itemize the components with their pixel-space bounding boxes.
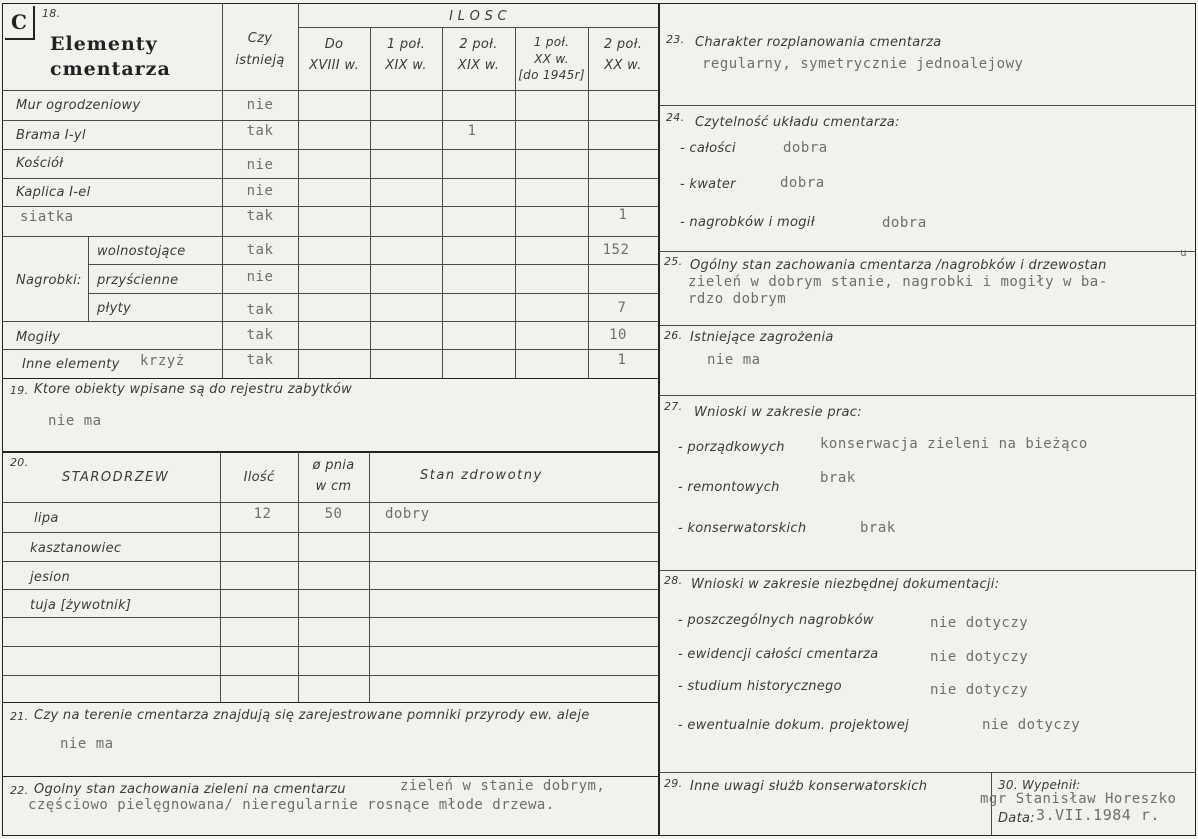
row-label-wall: Mur ogrodzeniowy	[16, 98, 141, 113]
documentation-value: nie dotyczy	[930, 649, 1029, 665]
section-27-question: Wnioski w zakresie prac:	[694, 405, 862, 420]
row-label-wall-mounted: przyścienne	[97, 273, 179, 288]
row-freestanding-count-20c2: 152	[602, 242, 630, 258]
tree-name: kasztanowiec	[30, 541, 122, 556]
row-other-count-20c2: 1	[617, 352, 627, 368]
section-22-answer-line1: zieleń w stanie dobrym,	[400, 778, 606, 794]
row-label-fence-mesh: siatka	[20, 209, 74, 225]
period-header-4-line1: 1 poł.	[533, 35, 570, 49]
row-label-gate: Brama I-yl	[16, 128, 86, 143]
filled-by-name: mgr Stanisław Horeszko	[980, 791, 1177, 807]
row-other-type: krzyż	[140, 353, 185, 369]
section-27-number: 27.	[664, 400, 683, 413]
documentation-label: - poszczególnych nagrobków	[678, 613, 874, 628]
row-exists-wall-mounted: nie	[246, 269, 274, 285]
section-22-answer-line2: częściowo pielęgnowana/ nieregularnie rosnące młode drzewa.	[28, 797, 555, 813]
documentation-value: nie dotyczy	[982, 717, 1081, 733]
exists-header-line1: Czy	[247, 31, 273, 46]
section-19-question: Ktore obiekty wpisane są do rejestru zabytków	[34, 382, 353, 397]
section-28-number: 28.	[664, 574, 683, 587]
section-25-answer-line1: zieleń w dobrym stanie, nagrobki i mogiły w ba-	[688, 274, 1108, 290]
row-graves-count-20c2: 10	[609, 327, 627, 343]
row-label-chapel: Kaplica I-el	[16, 185, 91, 200]
quantity-header: I L O S C	[449, 9, 507, 24]
section-25-correction-mark: u	[1180, 246, 1188, 259]
row-slabs-count-20c2: 7	[617, 300, 627, 316]
work-conclusion-value: brak	[860, 520, 896, 536]
work-conclusion-label: - remontowych	[678, 480, 780, 495]
section-21-number: 21.	[10, 710, 29, 723]
row-label-graves: Mogiły	[16, 330, 61, 345]
documentation-label: - ewidencji całości cmentarza	[678, 647, 879, 662]
section-18-title-line2: cmentarza	[50, 58, 171, 80]
section-24-question: Czytelność układu cmentarza:	[695, 115, 900, 130]
section-29-question: Inne uwagi służb konserwatorskich	[690, 779, 928, 794]
row-gate-count-19c2: 1	[467, 123, 477, 139]
row-label-church: Kościół	[16, 156, 64, 171]
period-header-4-line3: [do 1945r]	[518, 68, 585, 82]
section-25-number: 25.	[664, 255, 683, 268]
section-26-number: 26.	[664, 329, 683, 342]
section-20-number: 20.	[10, 456, 29, 469]
section-25-answer-line2: rdzo dobrym	[688, 291, 787, 307]
tree-name: jesion	[30, 570, 70, 585]
row-exists-gate: tak	[246, 123, 274, 139]
trees-header-name: STARODRZEW	[62, 470, 170, 485]
legibility-value: dobra	[783, 140, 828, 156]
legibility-label: - kwater	[680, 177, 736, 192]
trees-header-health: Stan zdrowotny	[420, 468, 543, 483]
section-25-question: Ogólny stan zachowania cmentarza /nagrobków i drzewostan	[690, 258, 1107, 273]
row-label-other: Inne elementy	[22, 357, 120, 372]
exists-header-line2: istnieją	[235, 53, 285, 68]
filled-by-label: Wypełnił:	[1022, 778, 1081, 792]
row-fence-mesh-count-20c2: 1	[618, 207, 628, 223]
section-22-number: 22.	[10, 784, 29, 797]
row-label-gravestones: Nagrobki:	[16, 273, 82, 288]
row-exists-graves: tak	[246, 327, 274, 343]
row-exists-fence-mesh: tak	[246, 208, 274, 224]
section-28-question: Wnioski w zakresie niezbędnej dokumentacji:	[691, 577, 1000, 592]
section-23-answer: regularny, symetrycznie jednoalejowy	[702, 56, 1024, 72]
legibility-value: dobra	[780, 175, 825, 191]
section-29-number: 29.	[664, 777, 683, 790]
period-header-2-line1: 1 poł.	[386, 37, 426, 52]
row-label-freestanding: wolnostojące	[97, 244, 186, 259]
legibility-value: dobra	[882, 215, 927, 231]
period-header-2-line2: XIX w.	[385, 58, 427, 73]
period-header-1-line1: Do	[324, 37, 344, 52]
section-19-answer: nie ma	[48, 413, 102, 429]
tree-count: 12	[253, 506, 272, 522]
row-exists-chapel: nie	[246, 183, 274, 199]
tree-health: dobry	[385, 506, 430, 522]
section-18-number: 18.	[42, 7, 61, 20]
period-header-5-line1: 2 poł.	[603, 37, 643, 52]
work-conclusion-value: brak	[820, 470, 856, 486]
section-30-number: 30.	[998, 778, 1018, 792]
period-header-4-line2: XX w.	[534, 52, 569, 66]
documentation-value: nie dotyczy	[930, 682, 1029, 698]
period-header-3-line1: 2 poł.	[459, 37, 498, 52]
section-26-question: Istniejące zagrożenia	[690, 330, 834, 345]
documentation-label: - ewentualnie dokum. projektowej	[678, 718, 910, 733]
section-21-question: Czy na terenie cmentarza znajdują się zarejestrowane pomniki przyrody ew. aleje	[34, 708, 590, 723]
row-exists-wall: nie	[246, 97, 274, 113]
section-23-number: 23.	[666, 33, 685, 46]
trees-header-trunk-line2: w cm	[315, 479, 352, 494]
period-header-3-line2: XIX w.	[457, 58, 500, 73]
tree-name: lipa	[34, 511, 59, 526]
section-24-number: 24.	[666, 111, 685, 124]
work-conclusion-label: - porządkowych	[678, 440, 785, 455]
row-exists-slabs: tak	[246, 302, 274, 318]
section-26-answer: nie ma	[707, 352, 761, 368]
row-label-slabs: płyty	[97, 301, 131, 316]
period-header-1-line2: XVIII w.	[309, 58, 359, 73]
legibility-label: - całości	[680, 141, 736, 156]
section-18-title-line1: Elementy	[50, 33, 158, 55]
row-exists-church: nie	[246, 157, 274, 173]
date-value: 3.VII.1984 r.	[1036, 806, 1160, 824]
section-19-number: 19.	[10, 384, 29, 397]
documentation-label: - studium historycznego	[678, 679, 842, 694]
date-label: Data:	[998, 811, 1035, 826]
trees-header-trunk-line1: ø pnia	[312, 458, 355, 473]
trees-header-count: Ilość	[243, 470, 275, 485]
documentation-value: nie dotyczy	[930, 615, 1029, 631]
section-21-answer: nie ma	[60, 736, 114, 752]
corner-letter: C	[11, 10, 28, 34]
legibility-label: - nagrobków i mogił	[680, 215, 815, 230]
period-header-5-line2: XX w.	[604, 58, 642, 73]
work-conclusion-value: konserwacja zieleni na bieżąco	[820, 436, 1088, 452]
tree-trunk-cm: 50	[324, 506, 343, 522]
tree-name: tuja [żywotnik]	[30, 598, 132, 613]
row-exists-freestanding: tak	[246, 242, 274, 258]
section-23-question: Charakter rozplanowania cmentarza	[695, 35, 942, 50]
work-conclusion-label: - konserwatorskich	[678, 521, 807, 536]
row-exists-other: tak	[246, 352, 274, 368]
section-22-question: Ogolny stan zachowania zieleni na cmentarzu	[34, 782, 346, 797]
